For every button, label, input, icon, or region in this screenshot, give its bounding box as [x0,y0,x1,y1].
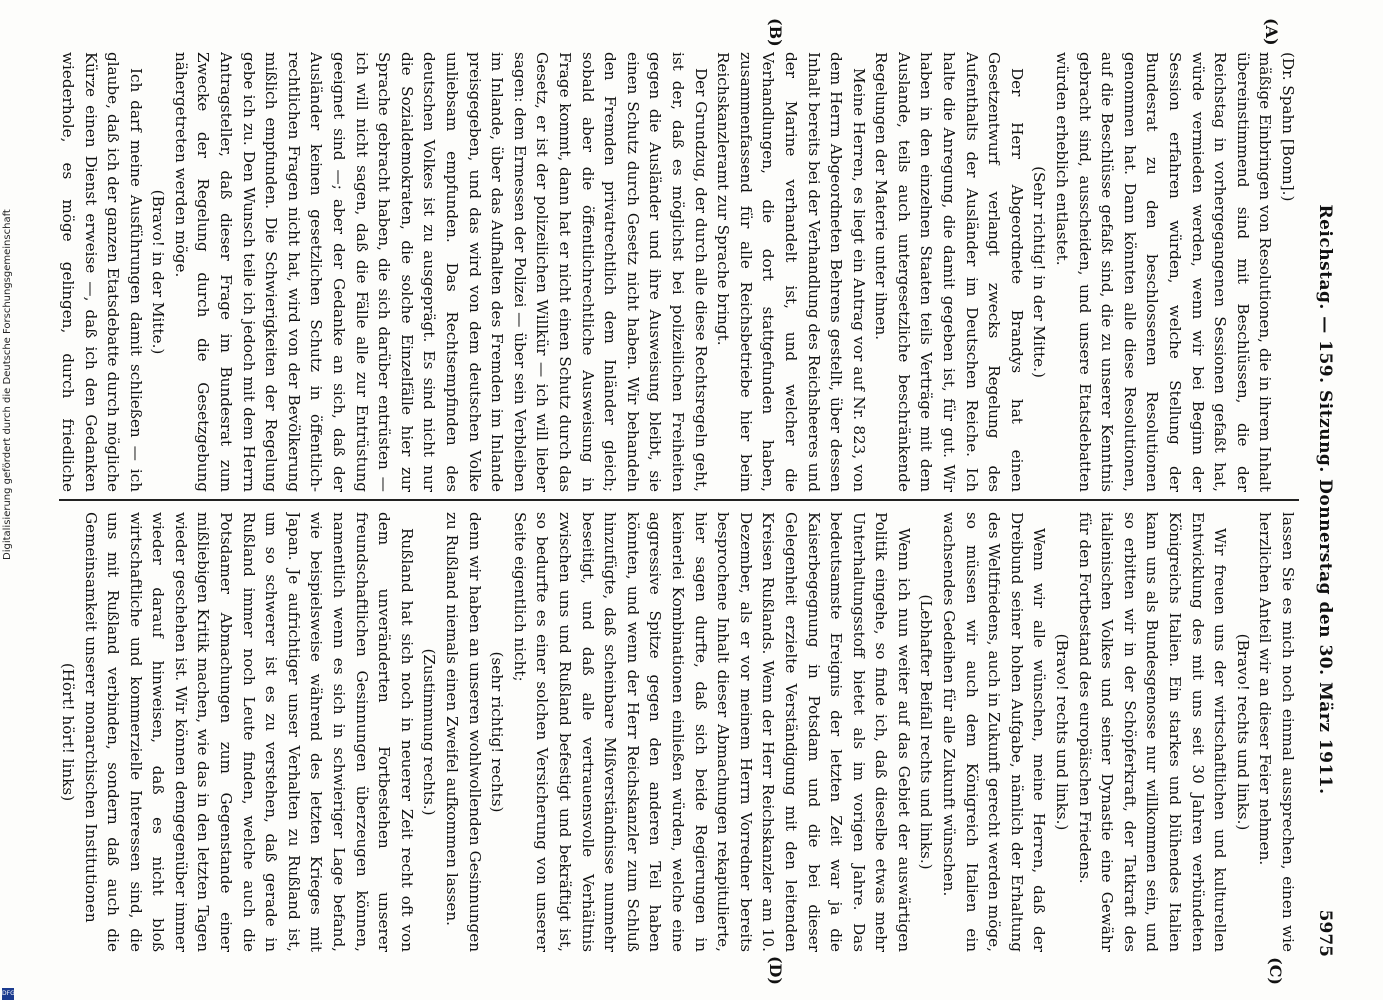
speaker-ref: (Dr. Spahn [Bonn].) [1279,52,1297,202]
interjection: (Sehr richtig! in der Mitte.) [1030,166,1049,378]
interjection: (Bravo! in der Mitte.) [149,189,168,355]
page-number: 5975 [1315,909,1335,957]
paragraph: Ich darf meine Ausführungen damit schließen — ich glaube, daß ich der ganzen Etatsdebatte durch mögliche Kürze einen Dienst erweise —, daß ich den Gedanken wiederhole, es möge gelingen, durch friedliche [59,52,145,492]
page-title: Reichstag. — 159. Sitzung. Donnerstag den 30. März 1911. [1315,204,1335,795]
page-header [1305,42,1335,957]
paragraph: Rußland hat sich noch in neuerer Zeit recht oft von dem unveränderten Fortbestehen unserer freundschaftlichen Gesinnungen überzeugen können, namentlich wenn es sich in schwieriger Lage befand, wie beispielsweise während des letzten Krieges mit Japan. Je aufrichtiger unser Verhalten zu Rußland ist, um so schwerer ist es zu verstehen, daß gerade in Rußland immer noch Leute finden, welche auch die Potsdamer Abmachungen zum Gegenstande einer mißliebigen Kritik machen, wie das in den letzten Tagen wieder geschehen ist. Wir können demgegenüber immer wieder darauf hinweisen, daß es nicht bloß wirtschaftliche und kommerzielle Interessen sind, die uns mit Rußland verbinden, sondern daß auch die Gemeinsamkeit unserer monarchischen Institutionen [81,512,416,952]
paragraph: Der Grundzug, der durch alle diese Rechtsregeln geht, ist der, daß es möglichst bei polizeilichen Freiheiten gegen die Ausländer und ihre Ausweisung bleibt, sie einen Schutz durch Gesetz nicht haben. Wir behandeln den Fremden privatrechtlich dem Inländer gleich; sobald aber die öffentlichrechtliche Ausweisung in Frage kommt, dann hat er nicht einen Schutz durch das Gesetz, er ist der polizeilichen Willkür — ich will lieber sagen: dem Ermessen der Polizei — über sein Verbleiben im Inlande, über das Aufhalten des Fremden im Inlande preisgegeben, und das wird von dem deutschen Volke unliebsam empfunden. Das Rechtsempfinden des deutschen Volkes ist zu ausgeprägt. Es sind nicht nur die Sozialdemokraten, die solche Einzelfälle hier zur Sprache gebracht haben, die sich darüber entrüsten — ich will nicht sagen, daß die Fälle alle zur Entrüstung geeignet sind —; aber der Gedanke an sich, daß der Ausländer keinen gesetzlichen Schutz in öffentlich-rechtlichen Fragen nicht hat, wird von der Bevölkerung mißlich empfunden. Die Schwierigkeiten der Regelung gebe ich zu. Den Wunsch teile ich jedoch mit dem Herrn Antragsteller, daß dieser Frage im Bundesrat zum Zwecke der Regelung durch die Gesetzgebung nähergetreten werden möge. [171,52,710,492]
paragraph: lassen Sie es mich noch einmal aussprechen, einen wie herzlichen Anteil wir an dieser Feier nehmen. [1256,512,1297,952]
right-column [59,512,1299,952]
margin-marker-c: (C) [1266,957,1285,985]
interjection: (Zustimmung rechts.) [420,648,439,816]
column-divider [59,499,1299,501]
margin-marker-d: (D) [766,955,785,985]
margin-marker-a: (A) [1262,18,1281,46]
interjection: (Lebhafter Beifall rechts und links.) [917,594,936,870]
paragraph: denn wir haben an unseren wohlwollenden Gesinnungen zu Rußland niemals einen Zweifel aufkommen lassen. [443,512,484,952]
left-column [59,52,1299,492]
paragraph: Wenn wir alle wünschen, meine Herren, daß der Dreibund seiner hohen Aufgabe, nämlich der Erhaltung des Weltfriedens, auch in Zukunft gerecht werden möge, so müssen wir auch dem Königreich Italien ein wachsendes Gedeihen für alle Zukunft wünschen. [940,512,1049,952]
interjection: (Hört! hört! links) [59,662,77,802]
paragraph: Wenn ich nun weiter auf das Gebiet der auswärtigen Politik eingehe, so finde ich, daß dieselbe etwas mehr Unterhaltungsstoff bietet als im vorigen Jahre. Das bedeutsamste Ereignis der letzten Zeit war ja die Kaiserbegegnung in Potsdam und die bei dieser Gelegenheit erzielte Verständigung mit den leitenden Kreisen Rußlands. Wenn der Herr Reichskanzler am 10. Dezember, als er vor meinem Herrn Vorredner bereits besprochene Inhalt dieser Abmachungen rekapitulierte, hier sagen durfte, daß sich beide Regierungen in keinerlei Kombinationen einließen würden, welche eine aggressive Spitze gegen den anderen Teil haben könnten, und wenn der Herr Reichskanzler zum Schluß hinzufügte, daß scheinbare Mißverständnisse nunmehr beseitigt, und daß alle vertrauensvolle Verhältnis zwischen uns und Rußland befestigt und bekräftigt ist, so bedurfte es einer solchen Versicherung von unserer Seite eigentlich nicht; [510,512,913,952]
paragraph: Meine Herren, es liegt ein Antrag vor auf Nr. 823, von dem Herrn Abgeordneten Behrens gestellt, über dessen Inhalt bereits bei der Verhandlung des Reichsheeres und der Marine verhandelt ist, und welcher die Verhandlungen, die dort stattgefunden haben, zusammenfassend für alle Reichsbetriebe hier beim Reichskanzleramt zur Sprache bringt. [714,52,868,492]
interjection: (sehr richtig! rechts) [488,651,507,813]
interjection: (Bravo! rechts und links.) [1233,633,1252,831]
paragraph: Der Herr Abgeordnete Brandys hat einen Gesetzentwurf verlangt zwecks Regelung des Aufenthalts der Ausländer im Deutschen Reiche. Ich halte die Anregung, die damit gegeben ist, für gut. Wir haben in den einzelnen Staaten teils Verträge mit dem Auslande, teils auch untergesetzliche beschränkende Regelungen der Materie unter ihnen. [872,52,1026,492]
newspaper-page [55,12,1345,987]
margin-marker-b: (B) [766,18,785,47]
dfg-logo-icon: DFG [2,988,14,1000]
digitization-credit: Digitalisierung gefördert durch die Deutsche Forschungsgemeinschaft [2,209,13,560]
interjection: (Bravo! rechts und links.) [1053,633,1072,831]
paragraph: Wir freuen uns der wirtschaftlichen und kulturellen Entwicklung des mit uns seit 30 Jahren verbündeten Königreichs Italien. Ein starkes und blühendes Italien kann uns als Bundesgenosse nur willkommen sein, und so erbitten wir in der Schöpferkraft, der Tatkraft des italienischen Volkes und seiner Dynastie eine Gewähr für den Fortbestand des europäischen Friedens. [1075,512,1230,952]
paragraph: mäßige Einbringen von Resolutionen, die in ihrem Inhalt übereinstimmend sind mit Beschlüssen, die der Reichstag in vorhergegangenen Sessionen gefaßt hat, würde vermieden werden, wenn wir bei Beginn der Session erfahren würden, welche Stellung der Bundesrat zu den beschlossenen Resolutionen genommen hat. Dann könnten alle diese Resolutionen, auf die Beschlüsse gefaßt sind, die zu unserer Kenntnis gebracht sind, ausscheiden, und unsere Etatsdebatten würden erheblich entlastet. [1053,52,1275,492]
